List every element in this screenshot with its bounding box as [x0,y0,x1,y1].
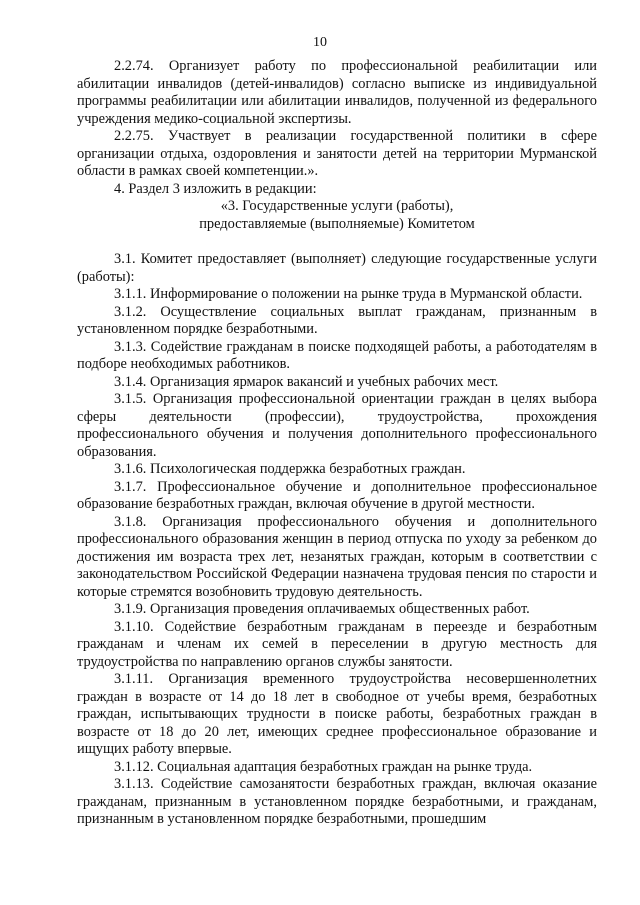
heading-spacer [77,233,597,251]
paragraph-2-2-74: 2.2.74. Организует работу по профессиональной реабилитации или абилитации инвалидов (детей-инвалидов) согласно выписке из индивидуальной программы реабилитации или абилитации инвалидов, полученной из федерального учреждения медико-социальной экспертизы. [77,58,597,127]
document-body [77,58,597,829]
section-heading-line-2: предоставляемые (выполняемые) Комитетом [199,215,475,232]
paragraph-3-1-3: 3.1.3. Содействие гражданам в поиске подходящей работы, а работодателям в подборе необходимых работников. [77,338,597,372]
paragraph-3-1-9: 3.1.9. Организация проведения оплачиваемых общественных работ. [114,601,530,617]
section-heading-line-1: «3. Государственные услуги (работы), [220,198,454,214]
paragraph-3-1-12: 3.1.12. Социальная адаптация безработных граждан на рынке труда. [114,758,533,775]
paragraph-3-1-2: 3.1.2. Осуществление социальных выплат гражданам, признанным в установленном порядке безработными. [77,303,597,337]
page-number: 10 [313,35,327,50]
paragraph-3-1-13: 3.1.13. Содействие самозанятости безработных граждан, включая оказание гражданам, признанным в установленном порядке безработными, и гражданам, признанным в установленном порядке безработными, прошедшим [77,776,597,827]
paragraph-3-1-10: 3.1.10. Содействие безработным гражданам в переезде и безработным гражданам и членам их семей в переселении в другую местность для трудоустройства по направлению органов службы занятости. [77,618,597,670]
paragraph-3-1: 3.1. Комитет предоставляет (выполняет) следующие государственные услуги (работы): [77,251,597,285]
paragraph-3-1-4: 3.1.4. Организация ярмарок вакансий и учебных рабочих мест. [114,373,499,390]
paragraph-2-2-75: 2.2.75. Участвует в реализации государственной политики в сфере организации отдыха, оздоровления и занятости детей на территории Мурманской области в рамках своей компетенции.». [77,128,597,179]
paragraph-3-1-6: 3.1.6. Психологическая поддержка безработных граждан. [114,461,466,477]
paragraph-3-1-11: 3.1.11. Организация временного трудоустройства несовершеннолетних граждан в возрасте от 14 до 18 лет в свободное от учебы время, безработных граждан, испытывающих трудности в поиске работы, безработных граждан в возрасте от 18 до 20 лет, имеющих среднее профессиональное образование и ищущих работу впервые. [77,671,597,757]
paragraph-3-1-5: 3.1.5. Организация профессиональной ориентации граждан в целях выбора сферы деятельности (профессии), трудоустройства, прохождения профессионального обучения и получения дополнительного профессионального образования. [77,391,597,460]
paragraph-amendment-4: 4. Раздел 3 изложить в редакции: [114,180,317,197]
paragraph-3-1-1: 3.1.1. Информирование о положении на рынке труда в Мурманской области. [114,286,583,302]
paragraph-3-1-7: 3.1.7. Профессиональное обучение и дополнительное профессиональное образование безработных граждан, включая обучение в другой местности. [77,478,597,512]
paragraph-3-1-8: 3.1.8. Организация профессионального обучения и дополнительного профессионального образования женщин в период отпуска по уходу за ребенком до достижения им возраста трех лет, незанятых граждан, которым в соответствии с законодательством Российской Федерации назначена трудовая пенсия по старости и которые стремятся возобновить трудовую деятельность. [77,513,597,600]
